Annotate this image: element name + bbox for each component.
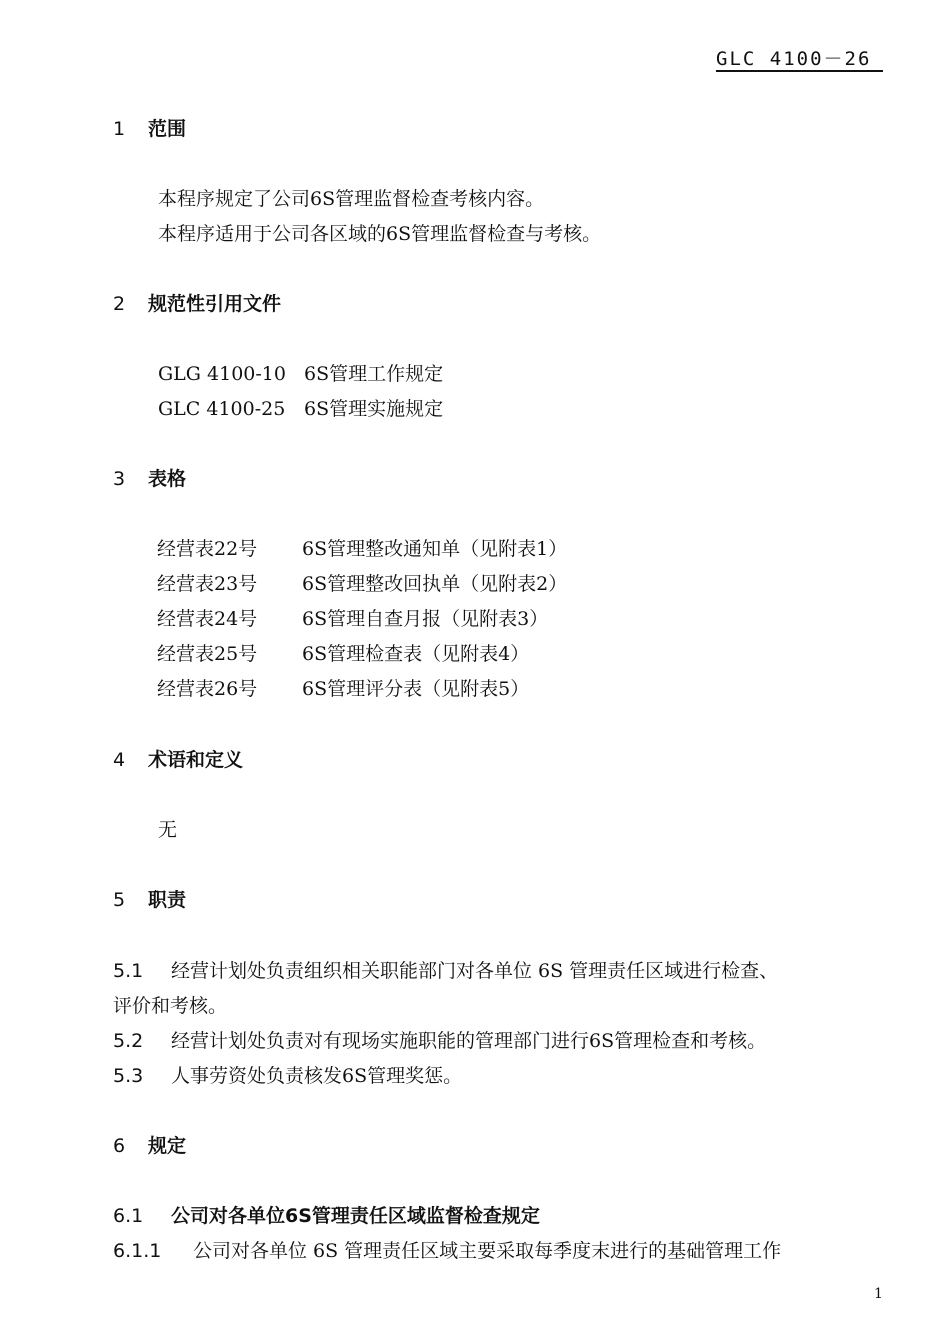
form-item bbox=[157, 604, 548, 631]
document-code-underline bbox=[716, 70, 883, 72]
reference-name: 6S管理工作规定 bbox=[304, 363, 444, 385]
definitions-text: 无 bbox=[158, 819, 178, 841]
form-item bbox=[157, 674, 529, 701]
section-1-heading bbox=[113, 114, 186, 141]
clause-text: 人事劳资处负责核发6S管理奖惩。 bbox=[171, 1065, 463, 1087]
section-number: 6 bbox=[113, 1135, 126, 1157]
clause-5-2 bbox=[113, 1026, 766, 1053]
section-title: 范围 bbox=[148, 118, 187, 140]
section-number: 2 bbox=[113, 293, 126, 315]
clause-6-1-heading bbox=[113, 1201, 540, 1228]
section-title: 职责 bbox=[148, 889, 187, 911]
clause-number: 5.1 bbox=[113, 960, 144, 982]
form-code: 经营表24号 bbox=[157, 608, 258, 630]
section-title: 表格 bbox=[148, 468, 187, 490]
clause-text: 经营计划处负责对有现场实施职能的管理部门进行6S管理检查和考核。 bbox=[171, 1030, 767, 1052]
clause-title: 公司对各单位6S管理责任区域监督检查规定 bbox=[171, 1205, 540, 1227]
section-title: 规范性引用文件 bbox=[148, 293, 282, 315]
section-title: 规定 bbox=[148, 1135, 187, 1157]
form-name: 6S管理整改回执单（见附表2） bbox=[302, 573, 568, 595]
form-code: 经营表23号 bbox=[157, 573, 258, 595]
section-4-heading bbox=[113, 745, 243, 772]
section-title: 术语和定义 bbox=[148, 749, 244, 771]
form-code: 经营表26号 bbox=[157, 678, 258, 700]
form-code: 经营表22号 bbox=[157, 538, 258, 560]
reference-name: 6S管理实施规定 bbox=[304, 398, 444, 420]
section-number: 1 bbox=[113, 118, 126, 140]
reference-code: GLG 4100-10 bbox=[158, 363, 286, 385]
scope-line-1: 本程序规定了公司6S管理监督检查考核内容。 bbox=[158, 188, 545, 210]
document-code: GLC 4100－26 bbox=[716, 48, 872, 70]
form-name: 6S管理自查月报（见附表3） bbox=[302, 608, 549, 630]
clause-text: 公司对各单位 6S 管理责任区域主要采取每季度末进行的基础管理工作 bbox=[193, 1240, 782, 1262]
clause-6-1-1 bbox=[113, 1236, 781, 1263]
form-item bbox=[157, 534, 567, 561]
section-number: 5 bbox=[113, 889, 126, 911]
form-name: 6S管理整改通知单（见附表1） bbox=[302, 538, 568, 560]
clause-5-3 bbox=[113, 1061, 462, 1088]
section-2-heading bbox=[113, 289, 281, 316]
section-number: 3 bbox=[113, 468, 126, 490]
form-code: 经营表25号 bbox=[157, 643, 258, 665]
clause-number: 6.1.1 bbox=[113, 1240, 162, 1262]
reference-item bbox=[158, 394, 443, 421]
clause-5-1-continued: 评价和考核。 bbox=[113, 995, 228, 1017]
clause-number: 6.1 bbox=[113, 1205, 144, 1227]
reference-item bbox=[158, 359, 443, 386]
form-item bbox=[157, 639, 529, 666]
clause-5-1 bbox=[113, 956, 778, 983]
reference-code: GLC 4100-25 bbox=[158, 398, 286, 420]
section-3-heading bbox=[113, 464, 186, 491]
clause-number: 5.2 bbox=[113, 1030, 144, 1052]
clause-number: 5.3 bbox=[113, 1065, 144, 1087]
section-5-heading bbox=[113, 885, 186, 912]
form-name: 6S管理检查表（见附表4） bbox=[302, 643, 530, 665]
section-number: 4 bbox=[113, 749, 126, 771]
page-number: 1 bbox=[874, 1286, 883, 1302]
form-item bbox=[157, 569, 567, 596]
section-6-heading bbox=[113, 1131, 186, 1158]
scope-line-2: 本程序适用于公司各区域的6S管理监督检查与考核。 bbox=[158, 223, 602, 245]
form-name: 6S管理评分表（见附表5） bbox=[302, 678, 530, 700]
clause-text: 经营计划处负责组织相关职能部门对各单位 6S 管理责任区域进行检查、 bbox=[171, 960, 779, 982]
